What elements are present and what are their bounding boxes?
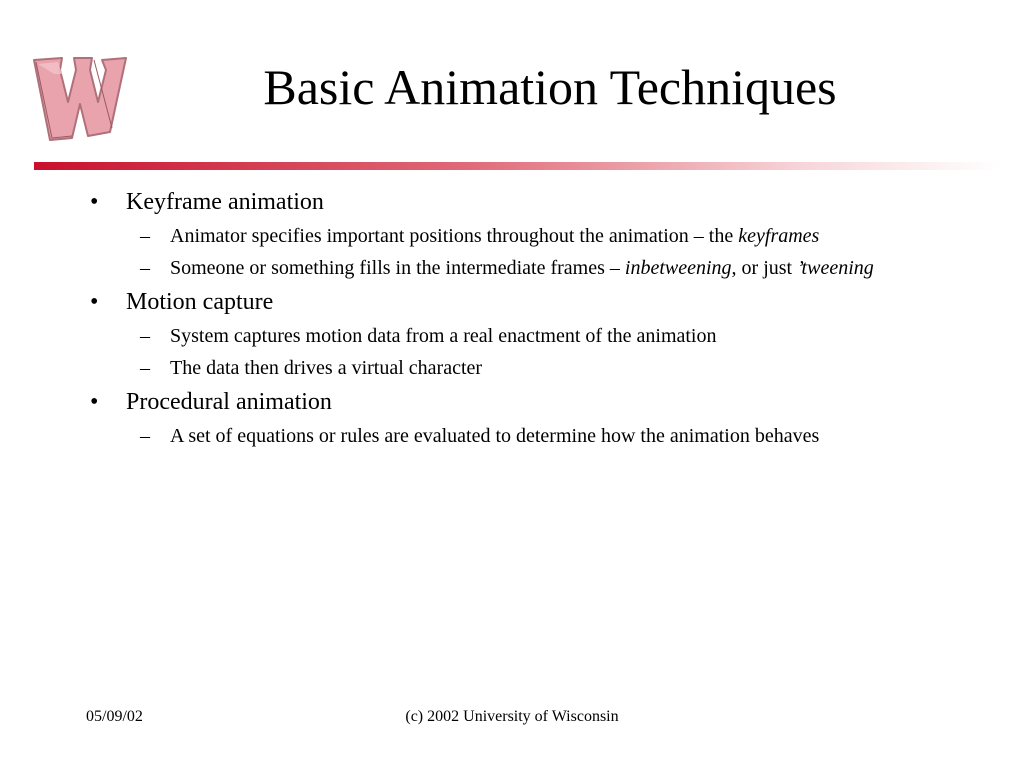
- sub-bullet-text: A set of equations or rules are evaluated to determine how the animation behaves: [170, 425, 820, 447]
- footer-copyright: (c) 2002 University of Wisconsin: [405, 708, 619, 725]
- title-divider: [34, 162, 1000, 170]
- sub-bullet-item: [90, 255, 950, 281]
- sub-bullet-text: System captures motion data from a real enactment of the animation: [170, 325, 717, 347]
- bullet-group-motion-capture: [90, 287, 950, 381]
- footer-date: 05/09/02: [86, 708, 143, 725]
- sub-bullet-item: [90, 355, 950, 381]
- sub-bullet-mark: –: [140, 225, 150, 247]
- sub-bullet-mark: –: [140, 357, 150, 379]
- bullet-group-keyframe: [90, 187, 950, 281]
- sub-bullet-emphasis: ’tweening: [797, 257, 874, 279]
- sub-bullet-mark: –: [140, 257, 150, 279]
- sub-bullet-emphasis: keyframes: [738, 225, 820, 247]
- sub-bullet-text: , or just: [731, 257, 798, 279]
- sub-bullet-text: Animator specifies important positions throughout the animation – the: [170, 225, 734, 247]
- sub-bullet-mark: –: [140, 325, 150, 347]
- sub-bullet-mark: –: [140, 425, 150, 447]
- bullet-item: [90, 387, 950, 417]
- bullet-mark: •: [90, 389, 99, 415]
- bullet-mark: •: [90, 289, 99, 315]
- sub-bullet-item: [90, 423, 950, 449]
- bullet-text: Keyframe animation: [126, 189, 324, 215]
- bullet-text: Motion capture: [126, 289, 274, 315]
- bullet-item: [90, 187, 950, 217]
- slide-content: [90, 183, 950, 455]
- bullet-mark: •: [90, 189, 99, 215]
- bullet-item: [90, 287, 950, 317]
- sub-bullet-item: [90, 223, 950, 249]
- sub-bullet-item: [90, 323, 950, 349]
- bullet-group-procedural: [90, 387, 950, 449]
- bullet-text: Procedural animation: [126, 389, 332, 415]
- sub-bullet-text: The data then drives a virtual character: [170, 357, 483, 379]
- slide-title: Basic Animation Techniques: [263, 59, 837, 115]
- wisconsin-w-logo-icon: [28, 40, 132, 144]
- sub-bullet-emphasis: inbetweening: [624, 257, 732, 279]
- sub-bullet-text: Someone or something fills in the intermediate frames –: [170, 257, 625, 279]
